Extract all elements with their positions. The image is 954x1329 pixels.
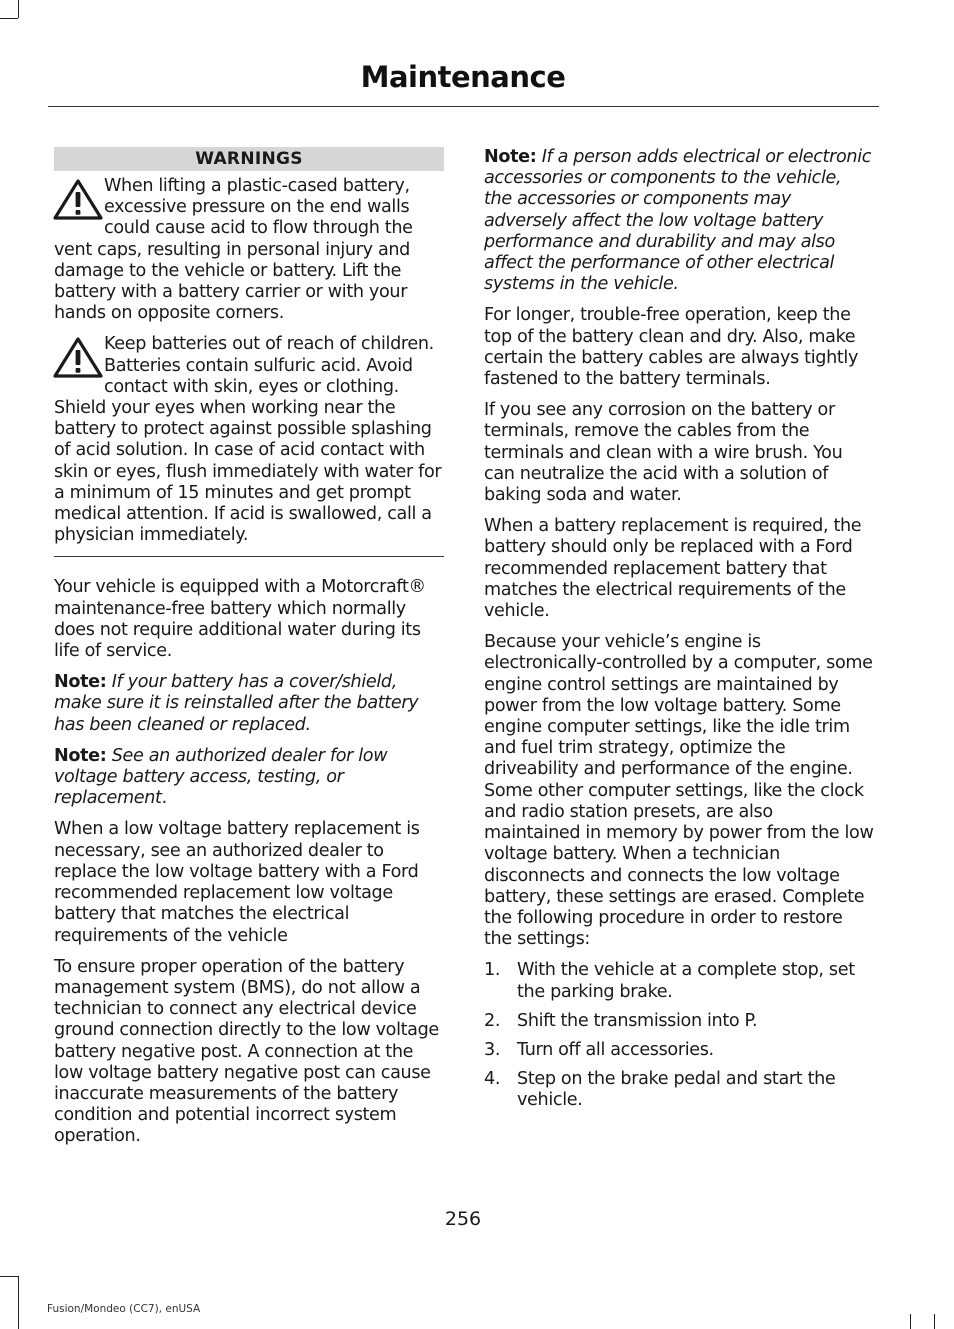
- title-divider: [48, 106, 879, 107]
- note-text: See an authorized dealer for low voltage battery access, testing, or replacement: [54, 745, 388, 809]
- crop-mark: [934, 1314, 935, 1329]
- list-item: [484, 1040, 874, 1061]
- note-text: If your battery has a cover/shield, make sure it is reinstalled after the battery has been cleaned or replaced.: [54, 672, 419, 735]
- crop-mark: [0, 1276, 18, 1277]
- note: [484, 147, 874, 295]
- engine-settings-paragraph: Because your vehicle’s engine is electronically-controlled by a computer, some engine control settings are maintained by power from the low voltage battery. Some engine computer settings, like the idle trim and fuel trim strategy, optimize the driveability and performance of the engine. Some other computer settings, like the clock and radio station presets, are also maintained in memory by power from the low voltage battery. When a technician disconnects and connects the low voltage battery, these settings are erased. Complete the following procedure in order to restore the settings:: [484, 632, 874, 950]
- warning-triangle-icon: [52, 336, 104, 380]
- list-item: [484, 1069, 874, 1111]
- clean-paragraph: For longer, trouble-free operation, keep the top of the battery clean and dry. Also, make certain the battery cables are always tightly fastened to the battery terminals.: [484, 305, 859, 390]
- step-number: 3.: [484, 1039, 501, 1060]
- warning-text: When lifting a plastic-cased battery, excessive pressure on the end walls could cause acid to flow through the vent caps, resulting in personal injury and damage to the vehicle or battery. Lift the battery with a battery carrier or with your hands on opposite corners.: [54, 176, 413, 324]
- step-number: 1.: [484, 960, 501, 981]
- crop-mark: [0, 18, 18, 19]
- note-label: Note:: [54, 745, 107, 766]
- step-text: With the vehicle at a complete stop, set the parking brake.: [517, 960, 855, 1002]
- step-text: Turn off all accessories.: [517, 1039, 714, 1060]
- warnings-box: [54, 147, 444, 557]
- page-number: 256: [444, 1208, 482, 1230]
- step-number: 2.: [484, 1010, 501, 1031]
- warning-item: [54, 176, 444, 324]
- list-item: [484, 1011, 874, 1032]
- step-number: 4.: [484, 1069, 501, 1090]
- crop-mark: [18, 0, 19, 18]
- warning-text: Keep batteries out of reach of children. Batteries contain sulfuric acid. Avoid contact with skin, eyes or clothing. Shield your eyes when working near the battery to protect against possible splashing of acid solution. In case of acid contact with skin or eyes, flush immediately with water for a minimum of 15 minutes and get prompt medical attention. If acid is swallowed, call a physician immediately.: [54, 334, 442, 546]
- procedure-steps: [484, 960, 874, 1111]
- bms-paragraph: To ensure proper operation of the battery management system (BMS), do not allow a technician to connect any electrical device ground connection directly to the low voltage battery negative post. A connection at the low voltage battery negative post can cause inaccurate measurements of the battery condition and potential incorrect system operation.: [54, 956, 439, 1147]
- warning-item: [54, 334, 444, 546]
- warnings-divider: [54, 556, 444, 557]
- warning-triangle-icon: [52, 178, 104, 222]
- warnings-heading: WARNINGS: [54, 147, 444, 171]
- crop-mark: [910, 1314, 911, 1329]
- step-text: Shift the transmission into P.: [517, 1010, 758, 1031]
- page-title: Maintenance: [360, 60, 566, 94]
- intro-paragraph: Your vehicle is equipped with a Motorcraft® maintenance-free battery which normally does not require additional water during its life of service.: [54, 577, 426, 662]
- crop-mark: [18, 1276, 19, 1329]
- note: [54, 672, 444, 736]
- corrosion-paragraph: If you see any corrosion on the battery or terminals, remove the cables from the terminals and clean with a wire brush. You can neutralize the acid with a solution of baking soda and water.: [484, 400, 843, 506]
- document-id: Fusion/Mondeo (CC7), enUSA: [47, 1303, 201, 1315]
- step-text: Step on the brake pedal and start the vehicle.: [517, 1069, 836, 1111]
- replacement-paragraph: When a low voltage battery replacement is necessary, see an authorized dealer to replace the low voltage battery with a Ford recommended replacement low voltage battery that matches the electrical requirements of the vehicle: [54, 819, 420, 946]
- list-item: [484, 960, 874, 1002]
- right-column: [484, 147, 874, 1120]
- note-label: Note:: [54, 672, 107, 693]
- left-column: [54, 147, 444, 1158]
- note: [54, 746, 444, 810]
- note-text: If a person adds electrical or electronic accessories or components to the vehicle, the accessories or components may adversely affect the low voltage battery performance and durability and may also affect the performance of other electrical systems in the vehicle.: [484, 147, 872, 295]
- note-end: .: [161, 788, 167, 809]
- replacement-required-paragraph: When a battery replacement is required, the battery should only be replaced with a Ford recommended replacement battery that matches the electrical requirements of the vehicle.: [484, 516, 862, 622]
- note-label: Note:: [484, 147, 537, 167]
